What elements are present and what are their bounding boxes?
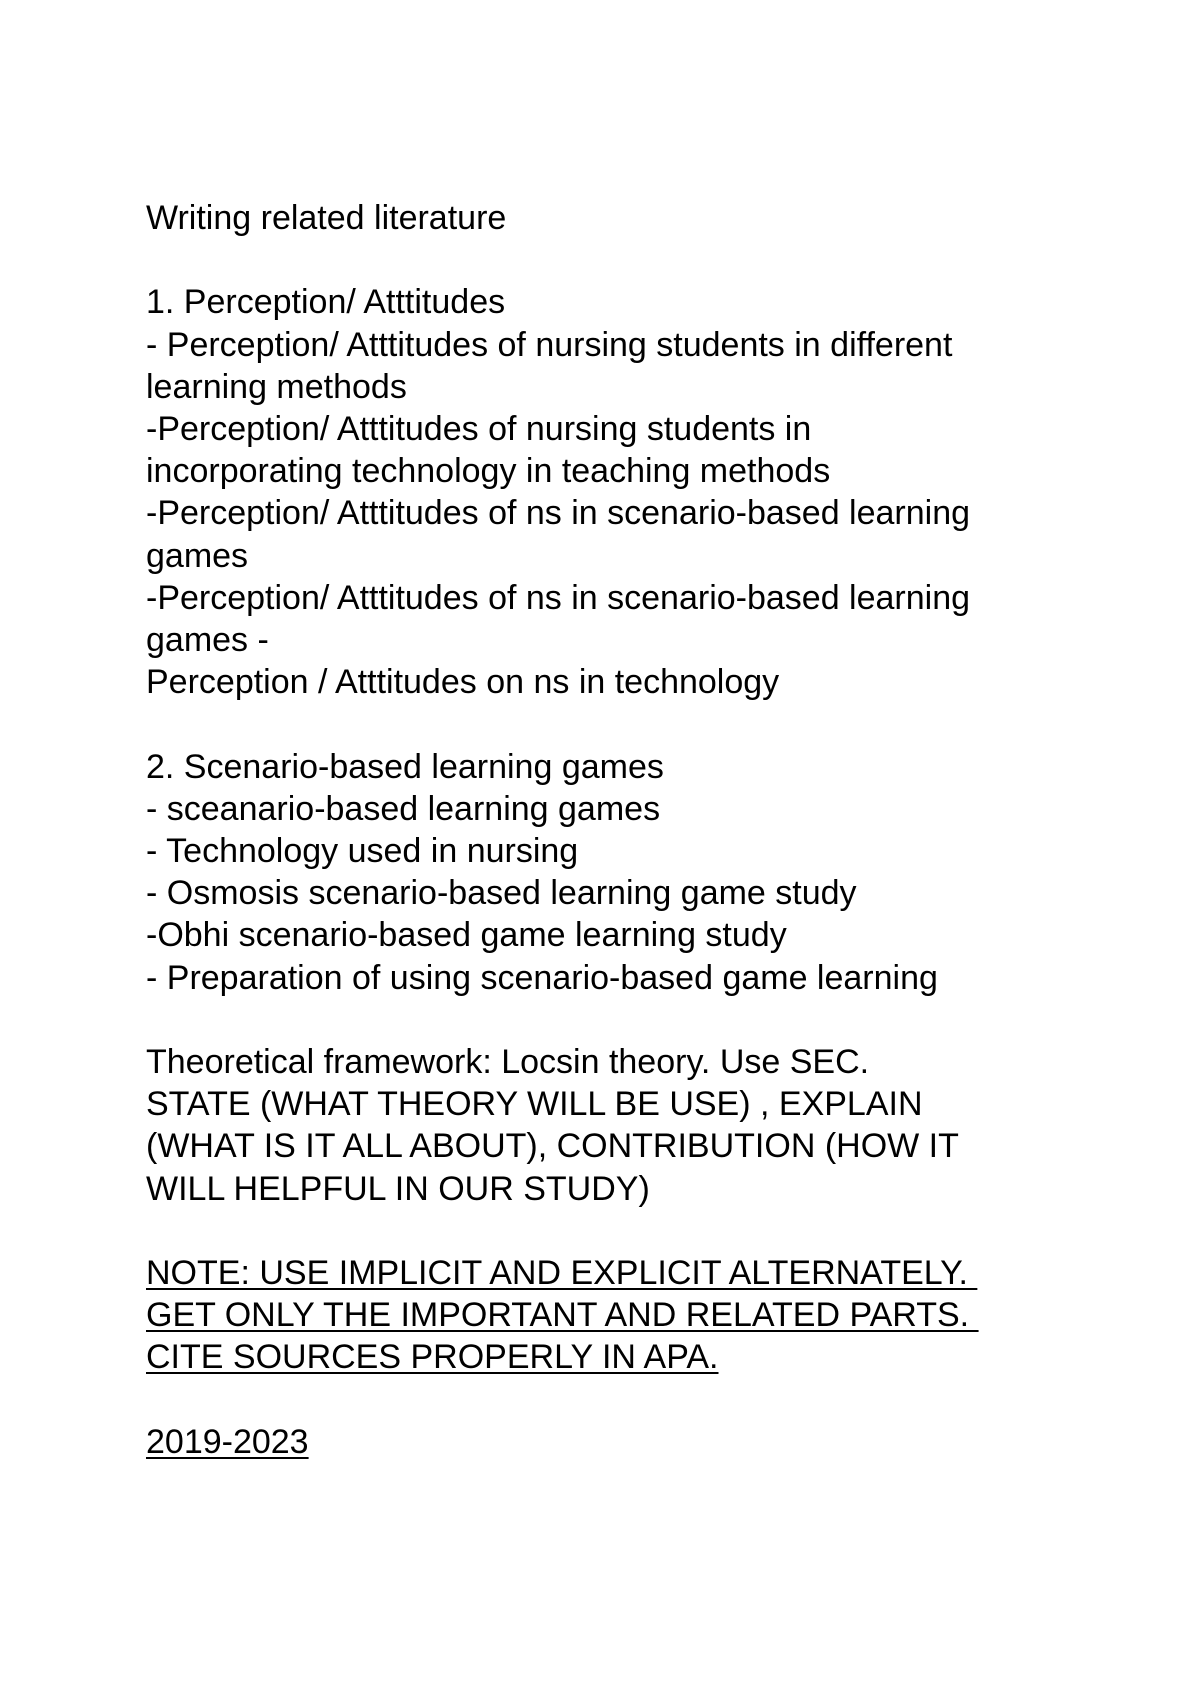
spacer: [146, 1210, 1076, 1252]
section-1-line: incorporating technology in teaching methods: [146, 452, 831, 491]
section-1-heading: 1. Perception/ Atttitudes: [146, 283, 506, 322]
section-1-line: learning methods: [146, 367, 407, 406]
framework-line: STATE (WHAT THEORY WILL BE USE) , EXPLAIN: [146, 1085, 923, 1124]
framework-line: WILL HELPFUL IN OUR STUDY): [146, 1169, 650, 1208]
document-body: [146, 197, 1076, 1463]
note-line: [146, 1336, 1076, 1378]
spacer: [146, 999, 1076, 1041]
spacer: [146, 703, 1076, 745]
section-1-line: games: [146, 536, 249, 575]
section-2-line: - sceanario-based learning games: [146, 789, 661, 828]
section-1-line: - Perception/ Atttitudes of nursing students in different: [146, 325, 953, 364]
section-2-line: -Obhi scenario-based game learning study: [146, 916, 787, 955]
spacer: [146, 1379, 1076, 1421]
note-text: CITE SOURCES PROPERLY IN APA.: [146, 1338, 719, 1377]
framework-line: (WHAT IS IT ALL ABOUT), CONTRIBUTION (HOW IT: [146, 1127, 959, 1166]
document-title: Writing related literature: [146, 199, 507, 237]
note-line: [146, 1252, 1076, 1294]
note-text: GET ONLY THE IMPORTANT AND RELATED PARTS.: [146, 1296, 979, 1335]
section-2-heading: 2. Scenario-based learning games: [146, 747, 664, 786]
spacer: [146, 239, 1076, 281]
section-1-line: games -: [146, 621, 269, 660]
section-1-line: -Perception/ Atttitudes of ns in scenario-based learning: [146, 494, 971, 533]
section-2-line: - Preparation of using scenario-based game learning: [146, 958, 938, 997]
framework-line: Theoretical framework: Locsin theory. Use SEC.: [146, 1043, 870, 1082]
note-line: [146, 1294, 1076, 1336]
note-text: NOTE: USE IMPLICIT AND EXPLICIT ALTERNATELY.: [146, 1254, 978, 1293]
section-2-line: - Osmosis scenario-based learning game study: [146, 874, 857, 913]
years-text: 2019-2023: [146, 1422, 309, 1461]
section-1-line: -Perception/ Atttitudes of ns in scenario-based learning: [146, 578, 971, 617]
section-1-line: -Perception/ Atttitudes of nursing students in: [146, 410, 812, 448]
years-line: [146, 1421, 1076, 1463]
section-2-line: - Technology used in nursing: [146, 832, 579, 871]
section-1-line: Perception / Atttitudes on ns in technology: [146, 663, 780, 702]
